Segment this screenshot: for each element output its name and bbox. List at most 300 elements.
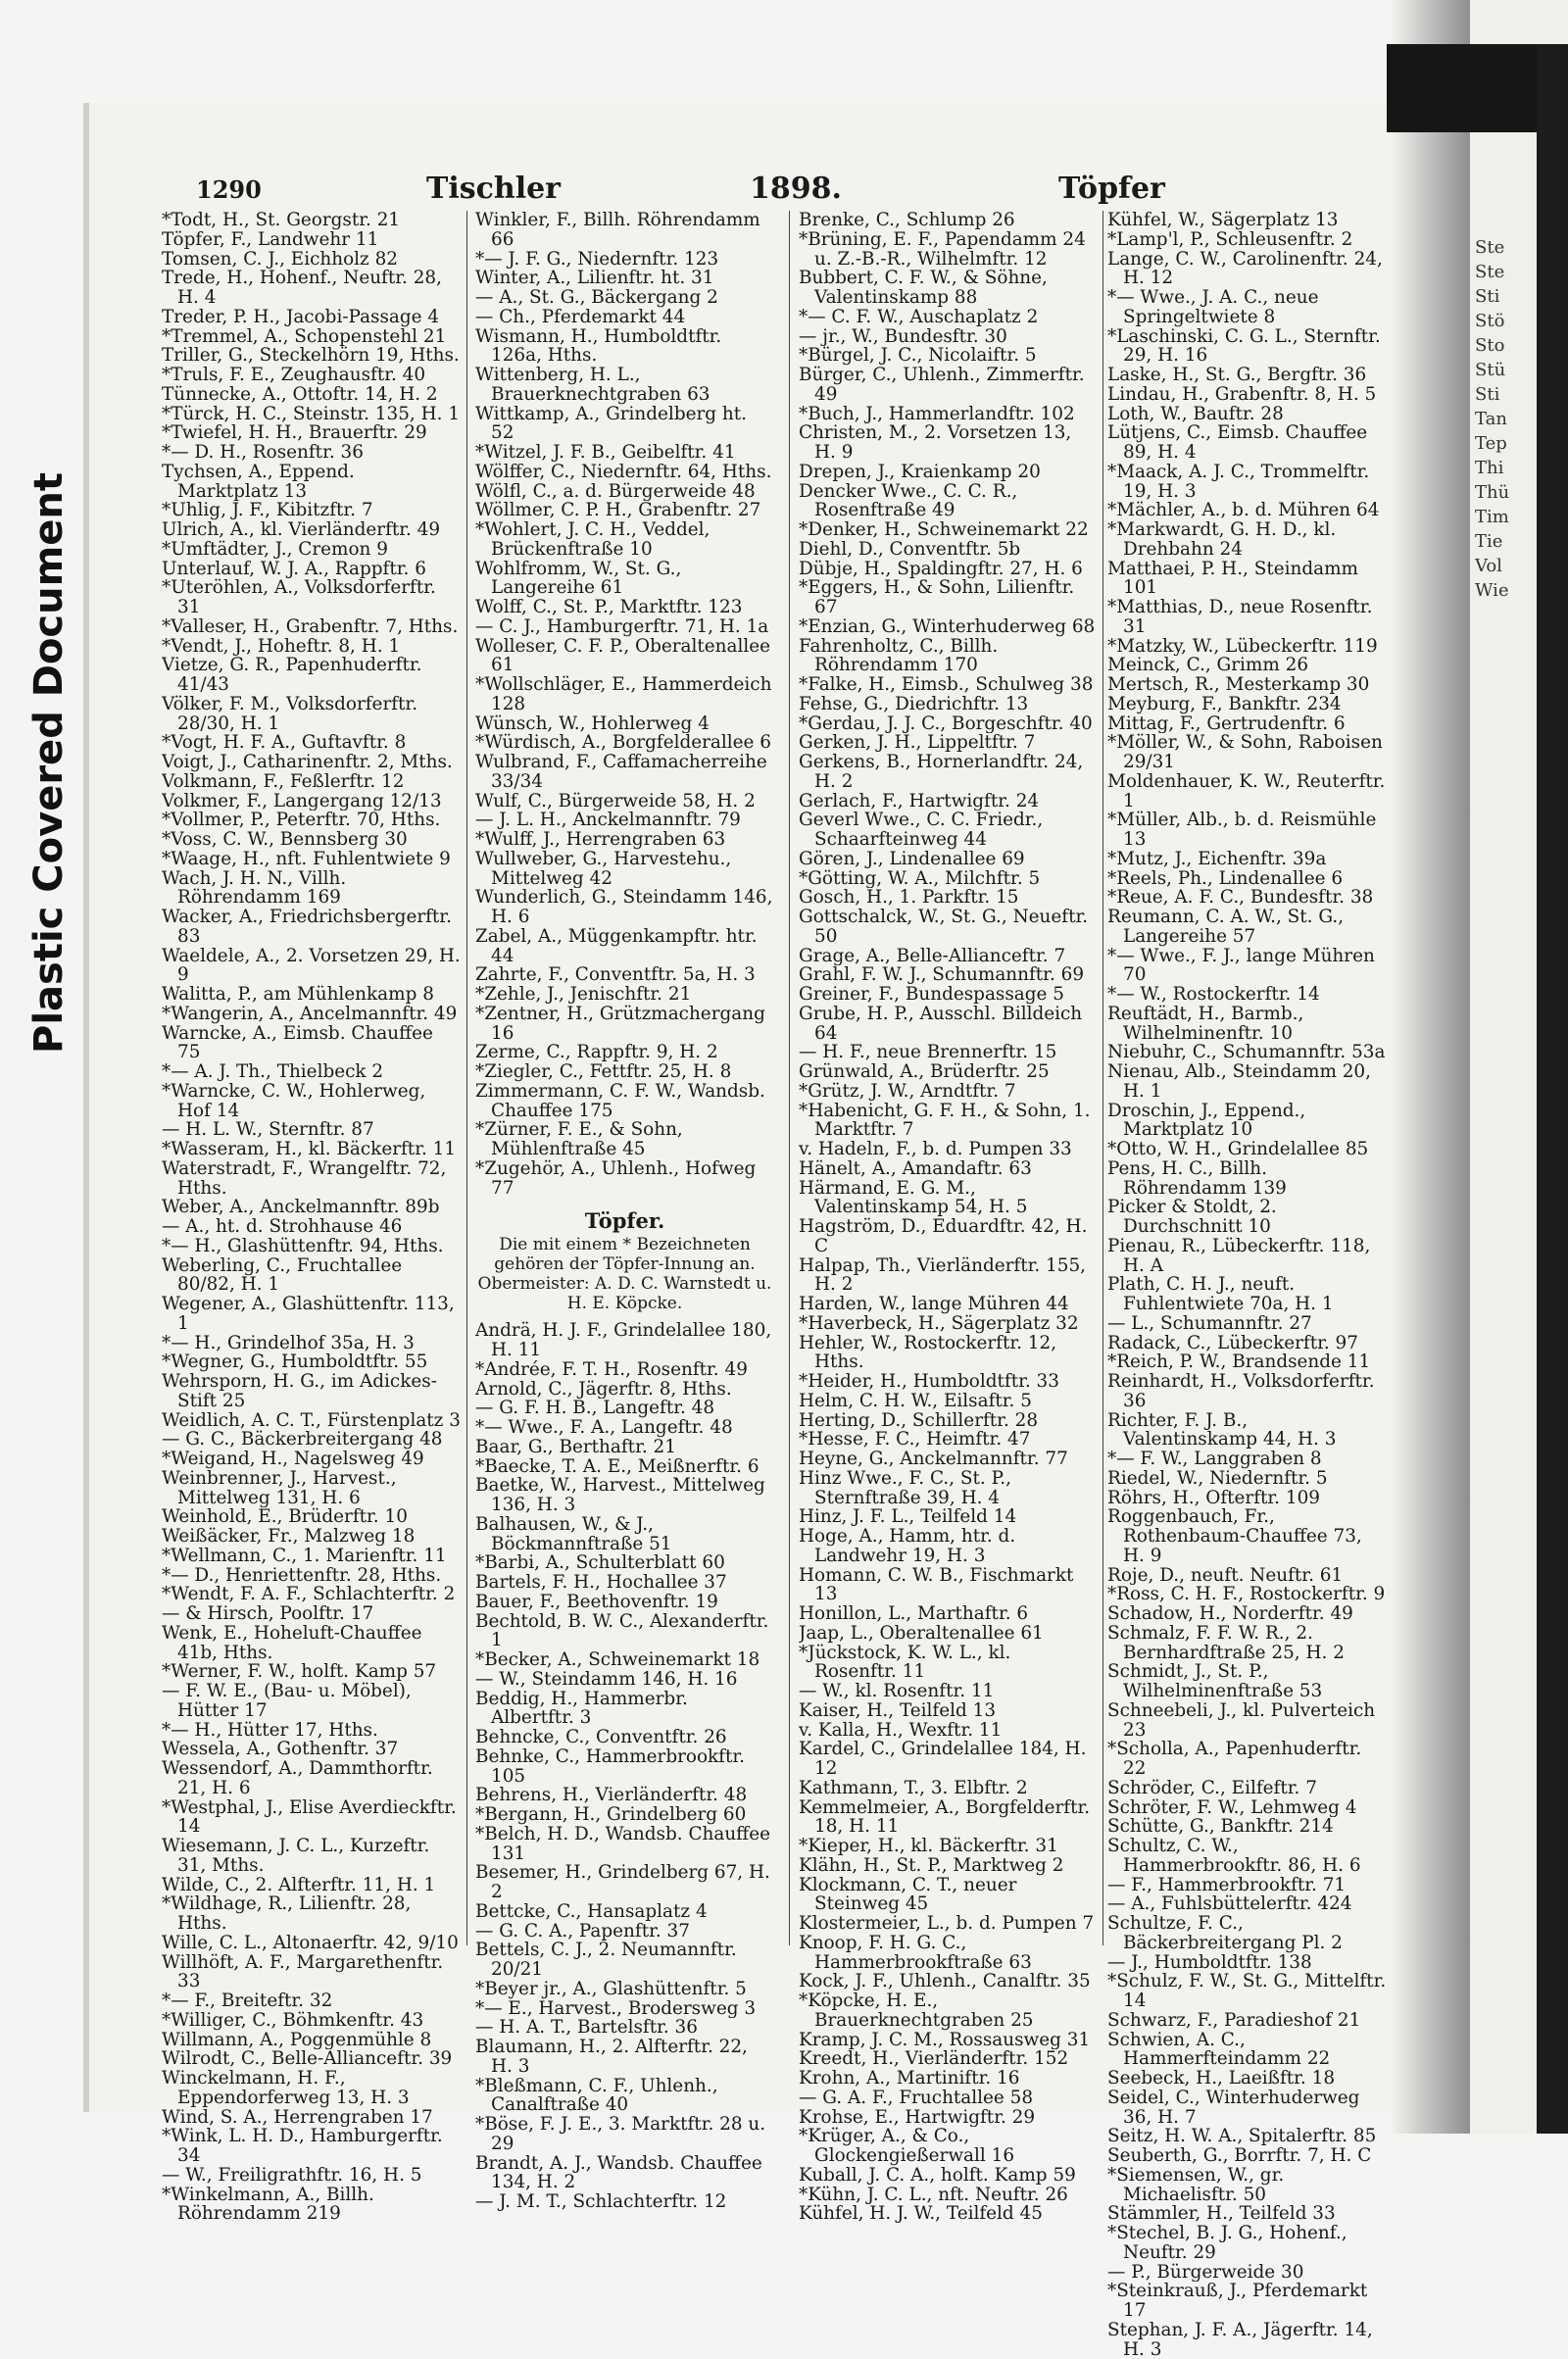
directory-entry: *Krüger, A., & Co., Glockengießerwall 16 (799, 2127, 1015, 2166)
directory-entry: *— Wwe., F. A., Langeftr. 48 (475, 1418, 733, 1438)
directory-entry: Weißäcker, Fr., Malzweg 18 (162, 1527, 416, 1547)
directory-entry: Pens, H. C., Billh. Röhrendamm 139 (1107, 1158, 1287, 1199)
directory-entry: *Eggers, H., & Sohn, Lilienftr. 67 (799, 578, 1075, 617)
directory-entry: — L., Schumannftr. 27 (1107, 1313, 1312, 1334)
directory-entry: *Bürgel, J. C., Nicolaiftr. 5 (799, 346, 1037, 366)
directory-entry: Klostermeier, L., b. d. Pumpen 7 (799, 1914, 1095, 1934)
directory-entry: *Westphal, J., Elise Averdieckftr. 14 (162, 1797, 457, 1837)
directory-entry: *Becker, A., Schweinemarkt 18 (475, 1650, 760, 1670)
directory-entry: *Schulz, F. W., St. G., Mittelftr. 14 (1107, 1972, 1387, 2011)
directory-entry: Grube, H. P., Ausschl. Billdeich 64 (799, 1004, 1083, 1044)
directory-entry: Wöllmer, C. P. H., Grabenftr. 27 (475, 501, 761, 520)
directory-column-3 (799, 211, 1098, 2224)
directory-entry: Grahl, F. W. J., Schumannftr. 69 (799, 965, 1085, 985)
directory-entry: *Kühn, J. C. L., nft. Neuftr. 26 (799, 2185, 1068, 2205)
directory-entry: *Wangerin, A., Ancelmannftr. 49 (162, 1004, 458, 1024)
directory-entry: — G. A. F., Fruchtallee 58 (799, 2088, 1034, 2108)
directory-entry: *Todt, H., St. Georgstr. 21 (162, 211, 401, 230)
directory-entry: Gerken, J. H., Lippeltftr. 7 (799, 733, 1036, 753)
directory-entry: *Wendt, F. A. F., Schlachterftr. 2 (162, 1585, 456, 1604)
directory-entry: Dencker Wwe., C. C. R., Rosenftraße 49 (799, 481, 1018, 520)
directory-entry: *Heider, H., Humboldtftr. 33 (799, 1372, 1059, 1392)
directory-entry: Schröder, C., Eilfeftr. 7 (1107, 1778, 1317, 1798)
directory-entry: *Zürner, F. E., & Sohn, Mühlenftraße 45 (475, 1120, 683, 1159)
directory-entry: *— J. F. G., Niedernftr. 123 (475, 249, 719, 270)
directory-entry: Schultz, C. W., Hammerbrookftr. 86, H. 6 (1107, 1837, 1361, 1876)
directory-entry: Baetke, W., Harvest., Mittelweg 136, H. 3 (475, 1476, 765, 1515)
directory-entry: *Vogt, H. F. A., Guftavftr. 8 (162, 733, 407, 753)
directory-entry: Mertsch, R., Mesterkamp 30 (1107, 675, 1370, 695)
column-rule (789, 211, 790, 1945)
directory-entry: Herting, D., Schillerftr. 28 (799, 1410, 1039, 1431)
directory-entry: Bechtold, B. W. C., Alexanderftr. 1 (475, 1611, 769, 1650)
page-gutter-shadow (1392, 0, 1470, 2134)
directory-entry: Kathmann, T., 3. Elbftr. 2 (799, 1778, 1028, 1798)
directory-entry: Gerlach, F., Hartwigftr. 24 (799, 791, 1040, 811)
directory-entry: Diehl, D., Conventftr. 5b (799, 539, 1021, 560)
directory-entry: Arnold, C., Jägerftr. 8, Hths. (475, 1379, 732, 1400)
year-heading: 1898. (750, 172, 842, 206)
directory-entry: Dübje, H., Spaldingftr. 27, H. 6 (799, 559, 1083, 579)
directory-entry: Wegener, A., Glashüttenftr. 113, 1 (162, 1295, 455, 1334)
directory-entry: Baar, G., Berthaftr. 21 (475, 1437, 676, 1457)
directory-entry: — H. A. T., Bartelsftr. 36 (475, 2018, 698, 2038)
directory-entry: — G. C., Bäckerbreitergang 48 (162, 1430, 443, 1450)
directory-entry: Hinz Wwe., F. C., St. P., Sternftraße 39, H. 4 (799, 1468, 1011, 1508)
directory-entry: *Würdisch, A., Borgfelderallee 6 (475, 733, 771, 753)
directory-entry: — G. F. H. B., Langeftr. 48 (475, 1399, 715, 1418)
directory-entry: Stephan, J. F. A., Jägerftr. 14, H. 3 (1107, 2320, 1373, 2359)
directory-entry: *Maack, A. J. C., Trommelftr. 19, H. 3 (1107, 462, 1370, 502)
directory-entry: Volkmer, F., Langergang 12/13 (162, 791, 442, 811)
directory-entry: Willhöft, A. F., Margarethenftr. 33 (162, 1952, 444, 1991)
directory-entry: Härmand, E. G. M., Valentinskamp 54, H. 5 (799, 1178, 1028, 1217)
directory-entry: Wilde, C., 2. Alfterftr. 11, H. 1 (162, 1875, 436, 1895)
directory-entry: — A., St. G., Bäckergang 2 (475, 288, 718, 308)
directory-entry: *Voss, C. W., Bennsberg 30 (162, 830, 408, 850)
directory-entry: Stü (1475, 360, 1506, 380)
directory-entry: Matthaei, P. H., Steindamm 101 (1107, 559, 1358, 598)
directory-entry: *Falke, H., Eimsb., Schulweg 38 (799, 675, 1094, 695)
directory-entry: Fehse, G., Diedrichftr. 13 (799, 694, 1029, 714)
directory-entry: Stämmler, H., Teilfeld 33 (1107, 2204, 1336, 2224)
directory-entry: *Witzel, J. F. B., Geibelftr. 41 (475, 443, 736, 463)
directory-column-1 (162, 211, 461, 2224)
directory-entry: Tünnecke, A., Ottoftr. 14, H. 2 (162, 384, 438, 405)
directory-entry: *Matzky, W., Lübeckerftr. 119 (1107, 636, 1378, 657)
directory-entry: — P., Bürgerweide 30 (1107, 2262, 1304, 2283)
directory-entry: Hoge, A., Hamm, htr. d. Landwehr 19, H. 3 (799, 1527, 1016, 1566)
directory-entry: Nienau, Alb., Steindamm 20, H. 1 (1107, 1062, 1371, 1102)
plastic-tape-right (1537, 44, 1568, 2134)
directory-entry: v. Hadeln, F., b. d. Pumpen 33 (799, 1140, 1072, 1159)
directory-entry: Besemer, H., Grindelberg 67, H. 2 (475, 1863, 770, 1902)
directory-entry: Moldenhauer, K. W., Reuterftr. 1 (1107, 771, 1386, 811)
directory-entry: *Weigand, H., Nagelsweg 49 (162, 1450, 424, 1469)
directory-entry: *Baecke, T. A. E., Meißnerftr. 6 (475, 1456, 760, 1477)
directory-entry: Christen, M., 2. Vorsetzen 13, H. 9 (799, 423, 1072, 463)
directory-entry: Wie (1475, 580, 1509, 601)
directory-entry: *Waage, H., nft. Fuhlentwiete 9 (162, 849, 451, 869)
directory-entry: Droschin, J., Eppend., Marktplatz 10 (1107, 1101, 1306, 1140)
directory-entry: Triller, G., Steckelhörn 19, Hths. (162, 346, 460, 366)
directory-entry: Seidel, C., Winterhuderweg 36, H. 7 (1107, 2088, 1360, 2128)
directory-entry: Ste (1475, 262, 1505, 282)
directory-entry: Klähn, H., St. P., Marktweg 2 (799, 1855, 1064, 1876)
directory-entry: Tim (1475, 507, 1509, 527)
directory-entry: Wille, C. L., Altonaerftr. 42, 9/10 (162, 1933, 459, 1953)
directory-entry: *— H., Glashüttenftr. 94, Hths. (162, 1236, 444, 1256)
directory-entry: Stö (1475, 311, 1505, 331)
directory-entry: Richter, F. J. B., Valentinskamp 44, H. 3 (1107, 1410, 1337, 1450)
directory-entry: *Wollschläger, E., Hammerdeich 128 (475, 675, 772, 714)
directory-entry: *Wasseram, H., kl. Bäckerftr. 11 (162, 1140, 457, 1159)
directory-entry: Wilrodt, C., Belle-Allianceftr. 39 (162, 2049, 453, 2069)
directory-entry: Schröter, F. W., Lehmweg 4 (1107, 1797, 1357, 1818)
directory-entry: Röhrs, H., Ofterftr. 109 (1107, 1488, 1320, 1508)
directory-entry: Tie (1475, 531, 1503, 552)
directory-entry: Kemmelmeier, A., Borgfelderftr. 18, H. 11 (799, 1797, 1091, 1837)
directory-entry: *Warncke, C. W., Hohlerweg, Hof 14 (162, 1081, 426, 1121)
directory-entry: Lütjens, C., Eimsb. Chauffee 89, H. 4 (1107, 423, 1368, 463)
directory-entry: Zimmermann, C. F. W., Wandsb. Chauffee 175 (475, 1081, 765, 1121)
directory-entry: Wulbrand, F., Caffamacherreihe 33/34 (475, 753, 767, 792)
directory-entry: Treder, P. H., Jacobi-Passage 4 (162, 307, 440, 327)
directory-entry: Wulf, C., Bürgerweide 58, H. 2 (475, 791, 756, 811)
directory-entry: Wittenberg, H. L., Brauerknechtgraben 63 (475, 366, 710, 405)
directory-column-4 (1107, 211, 1387, 2359)
directory-entry: Wünsch, W., Hohlerweg 4 (475, 713, 710, 734)
directory-entry: *Mutz, J., Eichenftr. 39a (1107, 849, 1327, 869)
directory-entry: Ulrich, A., kl. Vierländerftr. 49 (162, 520, 441, 540)
directory-entry: Weinhold, E., Brüderftr. 10 (162, 1507, 408, 1527)
directory-entry: Wessela, A., Gothenftr. 37 (162, 1740, 399, 1759)
directory-entry: *— A. J. Th., Thielbeck 2 (162, 1062, 384, 1082)
directory-entry: Behnke, C., Hammerbrookftr. 105 (475, 1746, 745, 1787)
directory-entry: *Hesse, F. C., Heimftr. 47 (799, 1430, 1031, 1450)
directory-entry: *Matthias, D., neue Rosenftr. 31 (1107, 598, 1373, 637)
directory-entry: *Siemensen, W., gr. Michaelisftr. 50 (1107, 2165, 1285, 2205)
directory-entry: Bettels, C. J., 2. Neumannftr. 20/21 (475, 1941, 737, 1980)
directory-entry: Kreedt, H., Vierländerftr. 152 (799, 2049, 1069, 2069)
directory-entry: Gottschalck, W., St. G., Neueftr. 50 (799, 908, 1089, 947)
directory-entry: Kock, J. F., Uhlenh., Canalftr. 35 (799, 1972, 1091, 1991)
topfer-guild-note: Die mit einem * Bezeichneten gehören der Töpfer-Innung an. Obermeister: A. D. C. Warnstedt u. H. E. Köpcke. (477, 1235, 772, 1314)
directory-entry: Meinck, C., Grimm 26 (1107, 656, 1309, 675)
directory-entry: *— H., Grindelhof 35a, H. 3 (162, 1333, 415, 1353)
directory-entry: *— Wwe., F. J., lange Mühren 70 (1107, 946, 1375, 985)
directory-entry: *Steinkrauß, J., Pferdemarkt 17 (1107, 2282, 1368, 2321)
directory-entry: — J., Humboldtftr. 138 (1107, 1952, 1312, 1973)
directory-entry: Wach, J. H. N., Villh. Röhrendamm 169 (162, 868, 347, 908)
directory-entry: *Zugehör, A., Uhlenh., Hofweg 77 (475, 1158, 757, 1199)
directory-entry: Winckelmann, H. F., Eppendorferweg 13, H. 3 (162, 2069, 410, 2108)
directory-entry: *Reue, A. F. C., Bundesftr. 38 (1107, 888, 1374, 908)
directory-entry: Bauer, F., Beethovenftr. 19 (475, 1592, 718, 1612)
directory-entry: Helm, C. H. W., Eilsaftr. 5 (799, 1391, 1032, 1411)
directory-entry: Tan (1475, 409, 1507, 429)
directory-entry: Schwien, A. C., Hammerfteindamm 22 (1107, 2030, 1331, 2069)
column-rule (1102, 211, 1103, 1945)
directory-entry: *Valleser, H., Grabenftr. 7, Hths. (162, 616, 459, 637)
directory-entry: Wiesemann, J. C. L., Kurzeftr. 31, Mths. (162, 1837, 430, 1876)
directory-entry: *Barbi, A., Schulterblatt 60 (475, 1553, 725, 1573)
directory-entry: Schneebeli, J., kl. Pulverteich 23 (1107, 1700, 1376, 1741)
directory-entry: Hänelt, A., Amandaftr. 63 (799, 1158, 1032, 1179)
directory-entry: *— E., Harvest., Brodersweg 3 (475, 1998, 757, 2019)
directory-entry: *Grütz, J. W., Arndtftr. 7 (799, 1081, 1016, 1102)
directory-entry: *— C. F. W., Auschaplatz 2 (799, 307, 1039, 327)
directory-entry: Hagström, D., Eduardftr. 42, H. C (799, 1217, 1088, 1256)
directory-entry: *Zehle, J., Jenischftr. 21 (475, 985, 692, 1005)
directory-entry: — F., Hammerbrookftr. 71 (1107, 1875, 1347, 1895)
directory-entry: *Wohlert, J. C. H., Veddel, Brückenftraße 10 (475, 520, 710, 560)
directory-entry: *Beyer jr., A., Glashüttenftr. 5 (475, 1979, 747, 1999)
directory-entry: Geverl Wwe., C. C. Friedr., Schaarfteinweg 44 (799, 811, 1044, 850)
right-heading: Töpfer (1058, 172, 1165, 206)
directory-entry: *Reich, P. W., Brandsende 11 (1107, 1352, 1371, 1372)
directory-entry: Wittkamp, A., Grindelberg ht. 52 (475, 404, 747, 443)
directory-entry: *— D., Henriettenftr. 28, Hths. (162, 1565, 442, 1586)
directory-entry: Reuftädt, H., Barmb., Wilhelminenftr. 10 (1107, 1004, 1304, 1044)
directory-entry: Winkler, F., Billh. Röhrendamm 66 (475, 211, 760, 250)
directory-entry: Behncke, C., Conventftr. 26 (475, 1728, 727, 1747)
directory-entry: — W., Freiligrathftr. 16, H. 5 (162, 2165, 422, 2186)
directory-entry: *Denker, H., Schweinemarkt 22 (799, 520, 1089, 540)
directory-entry: *— F. W., Langgraben 8 (1107, 1450, 1322, 1469)
directory-entry: Grage, A., Belle-Allianceftr. 7 (799, 946, 1066, 966)
directory-entry: Reumann, C. A. W., St. G., Langereihe 57 (1107, 908, 1345, 947)
directory-entry: Harden, W., lange Mühren 44 (799, 1295, 1069, 1314)
directory-entry: *Ziegler, C., Fettftr. 25, H. 8 (475, 1062, 732, 1082)
directory-entry: Thi (1475, 458, 1504, 478)
directory-entry: — J. L. H., Anckelmannftr. 79 (475, 811, 741, 830)
directory-entry: Heyne, G., Anckelmannftr. 77 (799, 1450, 1068, 1469)
directory-entry: Hehler, W., Rostockerftr. 12, Hths. (799, 1333, 1057, 1372)
directory-entry: Lange, C. W., Carolinenftr. 24, H. 12 (1107, 249, 1383, 288)
directory-entry: — & Hirsch, Poolftr. 17 (162, 1604, 374, 1624)
directory-entry: — H. F., neue Brennerftr. 15 (799, 1043, 1057, 1062)
directory-entry: Vol (1475, 556, 1502, 576)
directory-entry: Vietze, G. R., Papenhuderftr. 41/43 (162, 656, 422, 695)
directory-entry: Beddig, H., Hammerbr. Albertftr. 3 (475, 1689, 688, 1728)
directory-entry: Unterlauf, W. J. A., Rappftr. 6 (162, 559, 426, 579)
directory-entry: Wunderlich, G., Steindamm 146, H. 6 (475, 888, 773, 927)
directory-entry: Bubbert, C. F. W., & Söhne, Valentinskamp 88 (799, 269, 1048, 308)
directory-entry: Waeldele, A., 2. Vorsetzen 29, H. 9 (162, 946, 461, 985)
directory-entry: Schultze, F. C., Bäckerbreitergang Pl. 2 (1107, 1914, 1343, 1953)
directory-entry: Trede, H., Hohenf., Neuftr. 28, H. 4 (162, 269, 442, 308)
directory-entry: Brenke, C., Schlump 26 (799, 211, 1015, 230)
directory-entry: Fahrenholtz, C., Billh. Röhrendamm 170 (799, 636, 999, 675)
topfer-list (475, 1321, 774, 2212)
directory-entry: *Mächler, A., b. d. Mühren 64 (1107, 501, 1380, 520)
directory-entry: Gerkens, B., Hornerlandftr. 24, H. 2 (799, 753, 1084, 792)
directory-entry: Seebeck, H., Laeißftr. 18 (1107, 2069, 1336, 2089)
directory-entry: *Uhlig, J. F., Kibitzftr. 7 (162, 501, 373, 520)
directory-entry: *Möller, W., & Sohn, Raboisen 29/31 (1107, 733, 1383, 772)
directory-entry: Kaiser, H., Teilfeld 13 (799, 1700, 997, 1721)
directory-entry: *— Wwe., J. A. C., neue Springeltwiete 8 (1107, 288, 1319, 327)
directory-entry: Knoop, F. H. G. C., Hammerbrookftraße 63 (799, 1933, 1032, 1973)
directory-entry: Roje, D., neuft. Neuftr. 61 (1107, 1565, 1344, 1586)
directory-entry: Weber, A., Anckelmannftr. 89b (162, 1198, 440, 1217)
directory-entry: Wehrsporn, H. G., im Adickes-Stift 25 (162, 1372, 437, 1411)
directory-entry: — W., kl. Rosenftr. 11 (799, 1682, 995, 1701)
directory-entry: Zahrte, F., Conventftr. 5a, H. 3 (475, 965, 756, 985)
directory-entry: Meyburg, F., Bankftr. 234 (1107, 694, 1342, 714)
directory-entry: Zabel, A., Müggenkampftr. htr. 44 (475, 926, 758, 966)
directory-entry: *Otto, W. H., Grindelallee 85 (1107, 1140, 1369, 1159)
directory-entry: *Tremmel, A., Schopenstehl 21 (162, 326, 447, 347)
directory-entry: *Wulff, J., Herrengraben 63 (475, 830, 726, 850)
directory-entry: Schwarz, F., Paradieshof 21 (1107, 2010, 1361, 2031)
directory-entry: Radack, C., Lübeckerftr. 97 (1107, 1333, 1358, 1353)
directory-entry: Wölffer, C., Niedernftr. 64, Hths. (475, 462, 772, 482)
directory-entry: *Haverbeck, H., Sägerplatz 32 (799, 1313, 1079, 1334)
directory-entry: Reinhardt, H., Volksdorferftr. 36 (1107, 1372, 1375, 1411)
directory-entry: Schmidt, J., St. P., Wilhelminenftraße 53 (1107, 1662, 1323, 1701)
directory-entry: *Andrée, F. T. H., Rosenftr. 49 (475, 1359, 748, 1380)
page-number: 1290 (196, 175, 262, 204)
directory-entry: Krohn, A., Martiniftr. 16 (799, 2069, 1020, 2089)
directory-entry: Wessendorf, A., Dammthorftr. 21, H. 6 (162, 1759, 433, 1798)
directory-entry: Tep (1475, 433, 1507, 454)
directory-entry: *Habenicht, G. F. H., & Sohn, 1. Marktftr. 7 (799, 1101, 1091, 1140)
directory-entry: — A., Fuhlsbüttelerftr. 424 (1107, 1894, 1352, 1914)
directory-entry: *Werner, F. W., holft. Kamp 57 (162, 1662, 437, 1682)
directory-entry: Klockmann, C. T., neuer Steinweg 45 (799, 1875, 1017, 1914)
directory-entry: Halpap, Th., Vierländerftr. 155, H. 2 (799, 1255, 1086, 1295)
directory-entry: Wolff, C., St. P., Marktftr. 123 (475, 598, 743, 617)
directory-entry: *Enzian, G., Winterhuderweg 68 (799, 616, 1096, 637)
directory-entry: — A., ht. d. Strohhause 46 (162, 1217, 403, 1237)
directory-entry: Wind, S. A., Herrengraben 17 (162, 2107, 433, 2128)
directory-entry: *Bleßmann, C. F., Uhlenh., Canalftraße 40 (475, 2076, 718, 2115)
directory-entry: Wohlfromm, W., St. G., Langereihe 61 (475, 559, 682, 598)
directory-entry: Wölfl, C., a. d. Bürgerweide 48 (475, 481, 756, 502)
directory-entry: *Umftädter, J., Cremon 9 (162, 539, 388, 560)
directory-entry: *Böse, F. J. E., 3. Marktftr. 28 u. 29 (475, 2115, 766, 2154)
directory-entry: Pienau, R., Lübeckerftr. 118, H. A (1107, 1236, 1371, 1276)
directory-entry: Greiner, F., Bundespassage 5 (799, 985, 1064, 1005)
directory-entry: *Bergann, H., Grindelberg 60 (475, 1805, 747, 1825)
directory-entry: Schütte, G., Bankftr. 214 (1107, 1817, 1334, 1837)
directory-entry: *Müller, Alb., b. d. Reismühle 13 (1107, 811, 1377, 850)
directory-entry: Behrens, H., Vierländerftr. 48 (475, 1786, 748, 1805)
directory-entry: *Lamp'l, P., Schleusenftr. 2 (1107, 229, 1353, 250)
directory-entry: Sto (1475, 335, 1505, 356)
directory-entry: *Köpcke, H. E., Brauerknechtgraben 25 (799, 1991, 1034, 2031)
directory-entry: Hinz, J. F. L., Teilfeld 14 (799, 1507, 1017, 1527)
directory-entry: *Williger, C., Böhmkenftr. 43 (162, 2010, 424, 2031)
directory-entry: Wenk, E., Hoheluft-Chauffee 41b, Hths. (162, 1623, 422, 1663)
plastic-covered-label: Plastic Covered Document (26, 471, 72, 1054)
directory-entry: — F. W. E., (Bau- u. Möbel), Hütter 17 (162, 1682, 412, 1721)
directory-entry: Zerme, C., Rappftr. 9, H. 2 (475, 1043, 718, 1062)
directory-entry: Picker & Stoldt, 2. Durchschnitt 10 (1107, 1198, 1277, 1237)
directory-entry: Kühfel, H. J. W., Teilfeld 45 (799, 2204, 1043, 2224)
directory-entry: Homann, C. W. B., Fischmarkt 13 (799, 1565, 1074, 1604)
directory-entry: *Buch, J., Hammerlandftr. 102 (799, 404, 1075, 424)
left-heading: Tischler (426, 172, 561, 206)
directory-entry: Loth, W., Bauftr. 28 (1107, 404, 1284, 424)
directory-entry: — W., Steindamm 146, H. 16 (475, 1669, 738, 1690)
directory-entry: Walitta, P., am Mühlenkamp 8 (162, 985, 434, 1005)
directory-column-2 (475, 211, 774, 2212)
directory-entry: Gosch, H., 1. Parkftr. 15 (799, 888, 1019, 908)
directory-entry: Voigt, J., Catharinenftr. 2, Mths. (162, 753, 453, 772)
next-page-fragments (1475, 235, 1534, 603)
directory-entry: *Wink, L. H. D., Hamburgerftr. 34 (162, 2127, 443, 2166)
directory-entry: Drepen, J., Kraienkamp 20 (799, 462, 1041, 482)
directory-entry: Riedel, W., Niedernftr. 5 (1107, 1468, 1328, 1489)
directory-entry: *Reels, Ph., Lindenallee 6 (1107, 868, 1344, 889)
directory-entry: — J. M. T., Schlachterftr. 12 (475, 2192, 727, 2212)
directory-entry: *Winkelmann, A., Billh. Röhrendamm 219 (162, 2185, 374, 2224)
directory-entry: — Ch., Pferdemarkt 44 (475, 307, 686, 327)
directory-entry: — H. L. W., Sternftr. 87 (162, 1120, 374, 1140)
directory-entry: Thü (1475, 482, 1510, 503)
column-rule (466, 211, 467, 1945)
directory-entry: Balhausen, W., & J., Böckmannftraße 51 (475, 1514, 672, 1554)
directory-entry: Wacker, A., Friedrichsbergerftr. 83 (162, 908, 452, 947)
directory-entry: Kramp, J. C. M., Rossausweg 31 (799, 2030, 1091, 2050)
directory-entry: *Belch, H. D., Wandsb. Chauffee 131 (475, 1824, 771, 1864)
directory-entry: *Markwardt, G. H. D., kl. Drehbahn 24 (1107, 520, 1337, 560)
directory-entry: *Wegner, G., Humboldtftr. 55 (162, 1352, 428, 1372)
directory-entry: *Türck, H. C., Steinstr. 135, H. 1 (162, 404, 461, 424)
directory-entry: Schmalz, F. F. W. R., 2. Bernhardftraße 25, H. 2 (1107, 1623, 1345, 1663)
directory-entry: *Stechel, B. J. G., Hohenf., Neuftr. 29 (1107, 2224, 1348, 2263)
directory-entry: Volkmann, F., Feßlerftr. 12 (162, 771, 405, 792)
directory-entry: *Götting, W. A., Milchftr. 5 (799, 868, 1041, 889)
directory-entry: Völker, F. M., Volksdorferftr. 28/30, H. 1 (162, 694, 418, 734)
directory-entry: *Gerdau, J. J. C., Borgeschftr. 40 (799, 713, 1093, 734)
directory-entry: Wullweber, G., Harvestehu., Mittelweg 42 (475, 849, 732, 889)
directory-entry: Schadow, H., Norderftr. 49 (1107, 1604, 1353, 1624)
directory-entry: — G. C. A., Papenftr. 37 (475, 1921, 690, 1941)
directory-entry: *— D. H., Rosenftr. 36 (162, 443, 364, 463)
tischler-continued-list (475, 211, 774, 1198)
directory-entry: Weberling, C., Fruchtallee 80/82, H. 1 (162, 1255, 403, 1295)
directory-entry: Lindau, H., Grabenftr. 8, H. 5 (1107, 384, 1377, 405)
directory-entry: Bettcke, C., Hansaplatz 4 (475, 1901, 708, 1922)
directory-entry: *Uteröhlen, A., Volksdorferftr. 31 (162, 578, 436, 617)
directory-entry: Kuball, J. C. A., holft. Kamp 59 (799, 2165, 1076, 2186)
directory-entry: Blaumann, H., 2. Alfterftr. 22, H. 3 (475, 2038, 748, 2077)
directory-entry: Laske, H., St. G., Bergftr. 36 (1107, 366, 1367, 385)
directory-entry: Tomsen, C. J., Eichholz 82 (162, 249, 398, 270)
directory-entry: Plath, C. H. J., neuft. Fuhlentwiete 70a, H. 1 (1107, 1275, 1334, 1314)
directory-entry: Kühfel, W., Sägerplatz 13 (1107, 211, 1339, 230)
directory-entry: *Jückstock, K. W. L., kl. Rosenftr. 11 (799, 1643, 1011, 1682)
directory-entry: Krohse, E., Hartwigftr. 29 (799, 2107, 1036, 2128)
directory-entry: v. Kalla, H., Wexftr. 11 (799, 1720, 1003, 1741)
directory-entry: Weidlich, A. C. T., Fürstenplatz 3 (162, 1410, 461, 1431)
directory-entry: Bürger, C., Uhlenh., Zimmerftr. 49 (799, 366, 1085, 405)
directory-entry: — C. J., Hamburgerftr. 71, H. 1a (475, 616, 769, 637)
directory-entry: Wismann, H., Humboldtftr. 126a, Hths. (475, 326, 722, 366)
directory-entry: *Ross, C. H. F., Rostockerftr. 9 (1107, 1585, 1386, 1604)
directory-entry: Bartels, F. H., Hochallee 37 (475, 1573, 727, 1593)
directory-entry: *Wildhage, R., Lilienftr. 28, Hths. (162, 1894, 412, 1934)
directory-entry: Ste (1475, 237, 1505, 258)
directory-entry: Tychsen, A., Eppend. Marktplatz 13 (162, 462, 355, 502)
directory-entry: *Vollmer, P., Peterftr. 70, Hths. (162, 811, 441, 830)
directory-entry: Andrä, H. J. F., Grindelallee 180, H. 11 (475, 1321, 772, 1360)
directory-entry: Honillon, L., Marthaftr. 6 (799, 1604, 1029, 1624)
